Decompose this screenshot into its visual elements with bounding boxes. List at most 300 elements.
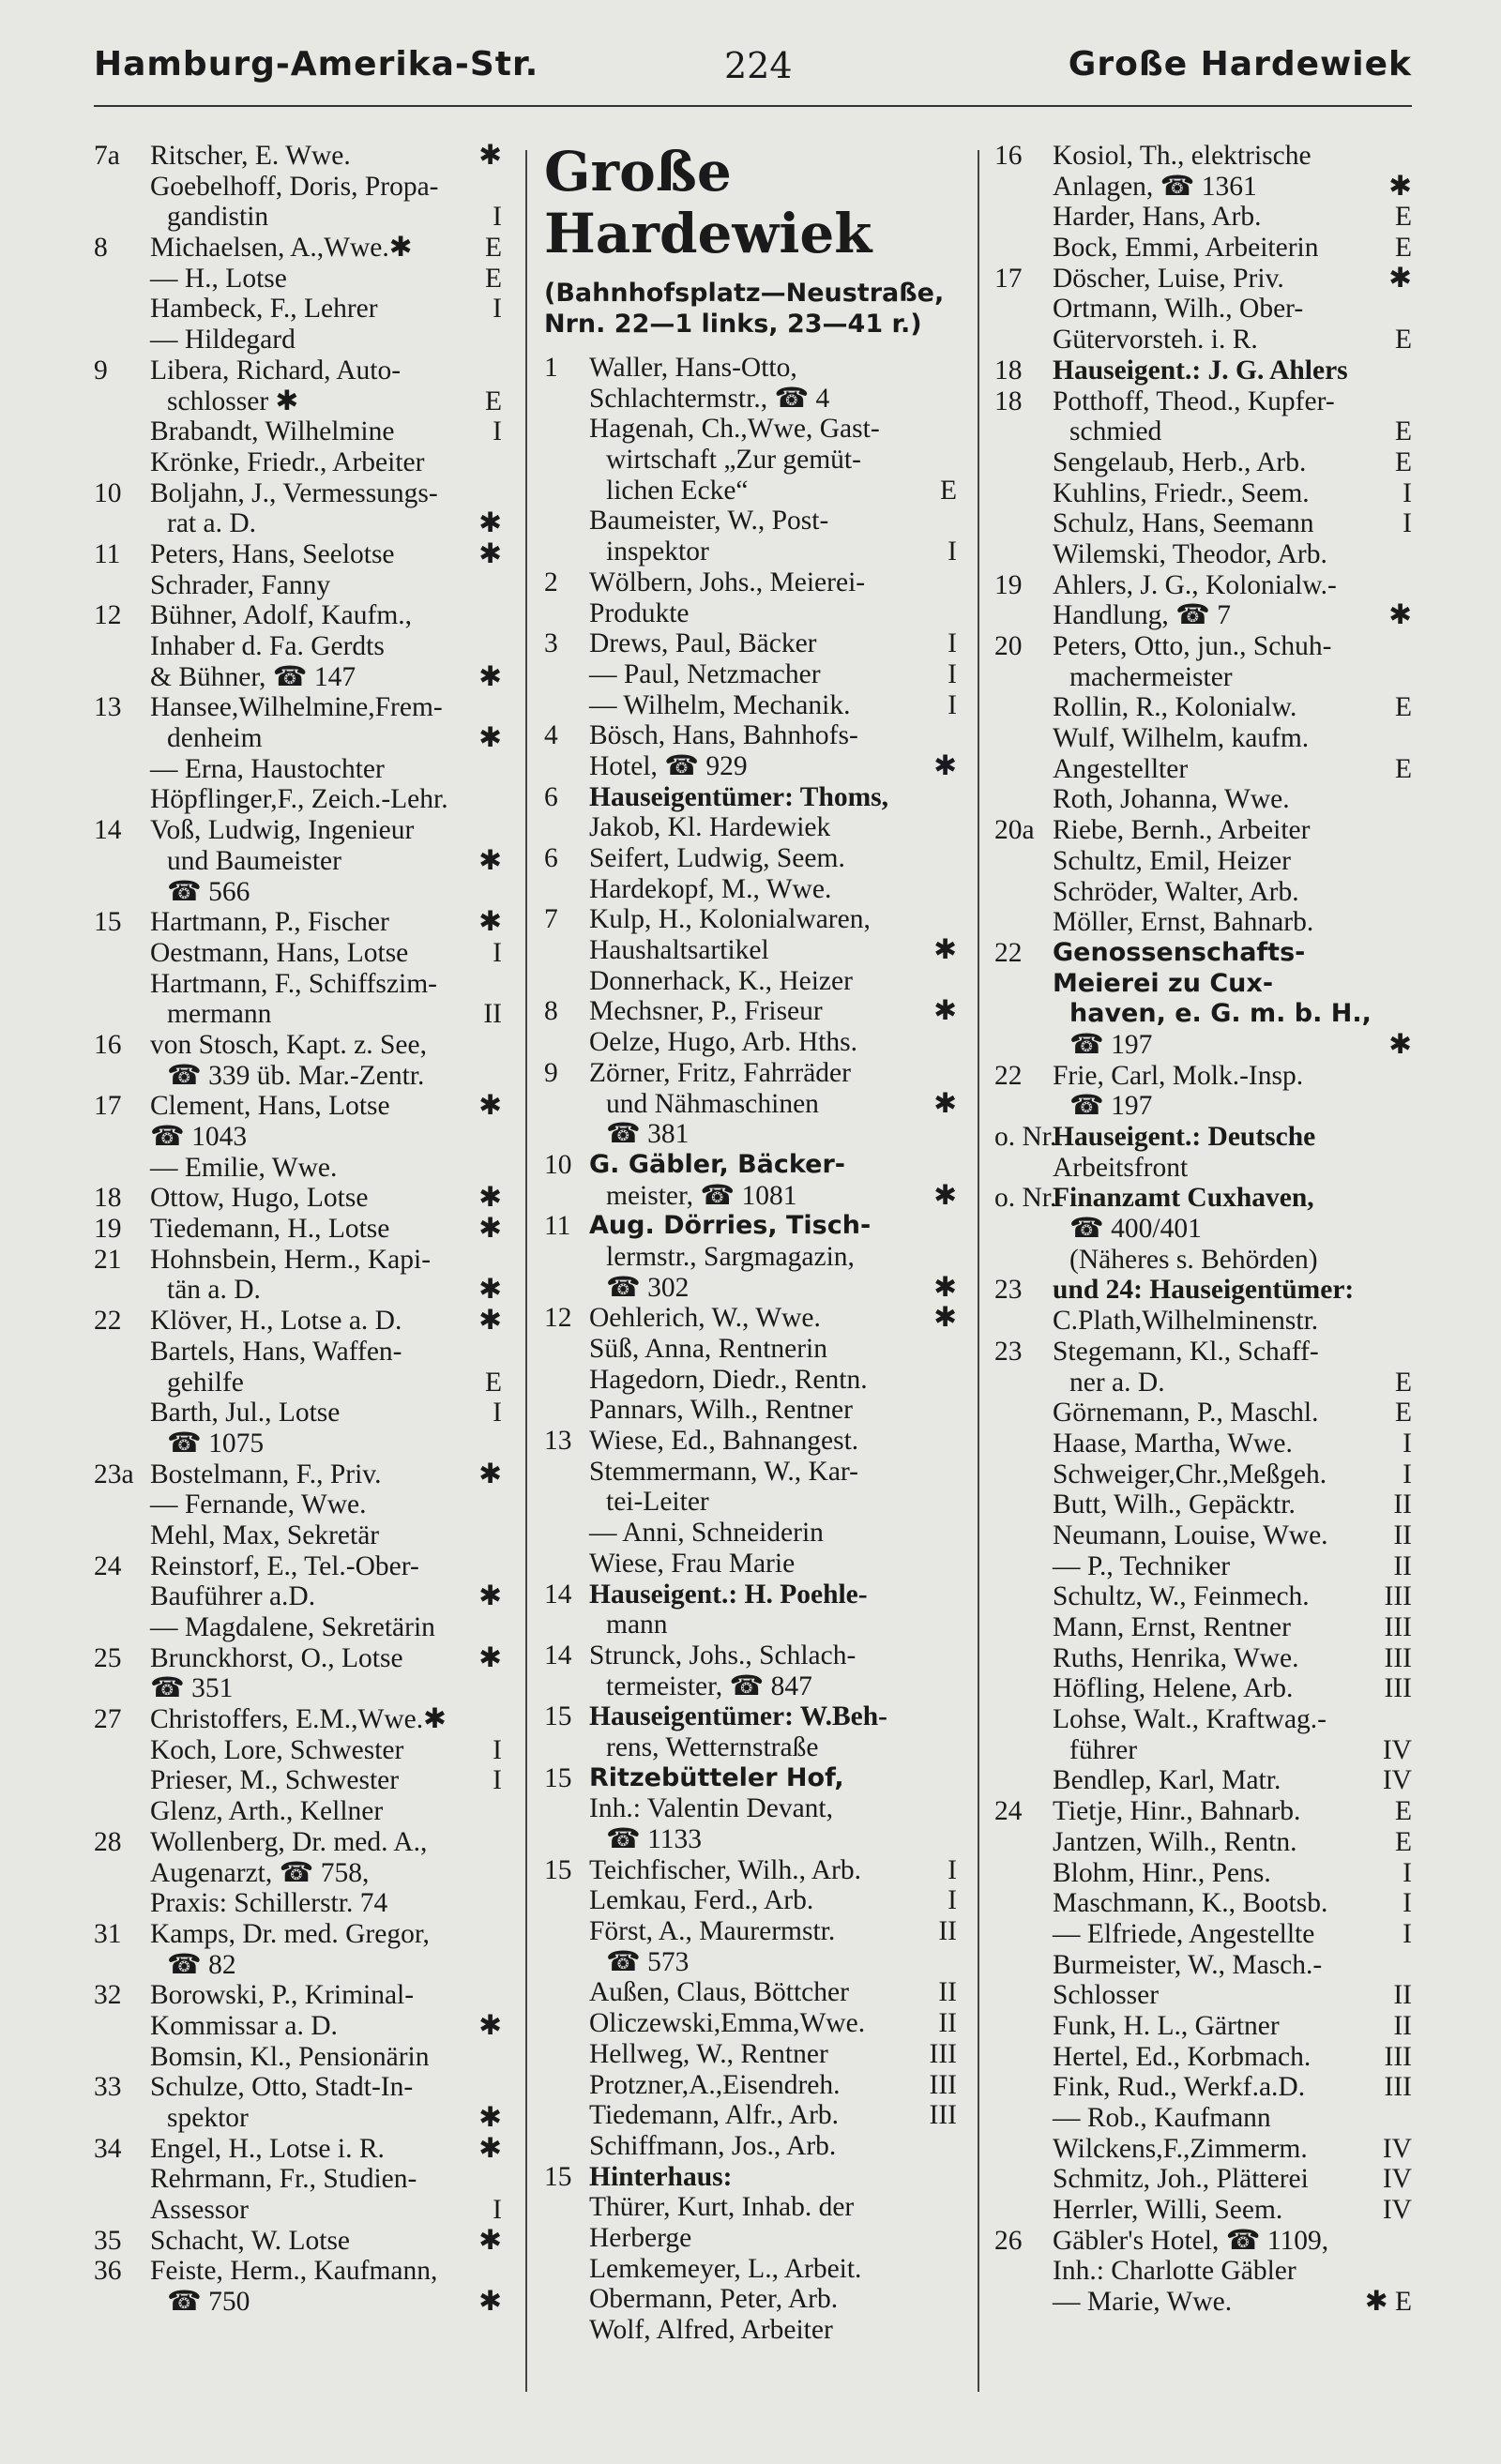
entry-line: [544, 506, 957, 537]
entry-line: [544, 1549, 957, 1580]
entry-text: haven, e. G. m. b. H.,: [1069, 999, 1372, 1029]
house-number: 28: [94, 1826, 122, 1857]
entry-text: Rehrmann, Fr., Studien-: [150, 2164, 417, 2195]
entry-text: Ortmann, Wilh., Ober-: [1053, 294, 1304, 325]
entry-text: schmied: [1069, 416, 1162, 447]
entry-text: Hansee,Wilhelmine,Frem-: [150, 692, 443, 723]
entry-text: Aug. Dörries, Tisch-: [589, 1211, 872, 1241]
house-number: 17: [94, 1091, 122, 1122]
entry-line: [94, 846, 502, 877]
house-number: 27: [94, 1704, 122, 1735]
entry-text: Fink, Rud., Werkf.a.D.: [1053, 2072, 1306, 2103]
floor-marker: E: [484, 233, 502, 264]
entry-line: [94, 815, 502, 846]
entry-text: Boljahn, J., Vermessungs-: [150, 477, 438, 508]
entry-text: Möller, Ernst, Bahnarb.: [1053, 907, 1314, 938]
column-right: [994, 141, 1412, 2318]
entry-line: [994, 1858, 1412, 1889]
entry-line: [544, 904, 957, 935]
entry-text: Schröder, Walter, Arb.: [1053, 876, 1299, 907]
floor-marker: II: [938, 1916, 957, 1947]
entry-line: [94, 325, 502, 355]
entry-line: [94, 172, 502, 203]
entry-line: [994, 1030, 1412, 1061]
entry-text: denheim: [167, 723, 263, 754]
floor-marker: ✱: [933, 1303, 957, 1334]
entry-line: [94, 1030, 502, 1061]
entry-text: ☎ 302: [606, 1272, 690, 1303]
entry-line: [994, 877, 1412, 908]
entry-line: [544, 720, 957, 751]
entry-line: [544, 2039, 957, 2070]
entry-text: Schweiger,Chr.,Meßgeh.: [1053, 1459, 1327, 1489]
header-left-street: Hamburg-Amerika-Str.: [94, 45, 539, 83]
entry-text: Libera, Richard, Auto-: [150, 355, 402, 385]
entry-line: [994, 1368, 1412, 1398]
house-number: 33: [94, 2072, 122, 2103]
floor-marker: ✱: [1388, 263, 1412, 294]
house-number: 15: [94, 907, 122, 938]
entry-text: Handlung, ☎ 7: [1053, 600, 1231, 631]
house-number: 19: [94, 1214, 122, 1245]
entry-line: [994, 631, 1412, 662]
house-number: 6: [544, 843, 558, 873]
entry-line: [544, 2008, 957, 2039]
entry-line: [94, 539, 502, 570]
entry-line: [544, 782, 957, 813]
floor-marker: ✱: [933, 935, 957, 966]
entry-line: [544, 1824, 957, 1855]
entry-text: Süß, Anna, Rentnerin: [589, 1334, 828, 1364]
entry-line: [994, 662, 1412, 693]
entry-line: [544, 1242, 957, 1273]
entry-line: [544, 1426, 957, 1457]
floor-marker: IV: [1382, 2133, 1412, 2164]
entry-line: [544, 1701, 957, 1732]
entry-text: Rollin, R., Kolonialw.: [1053, 692, 1297, 723]
entry-line: [94, 264, 502, 295]
entry-text: Oehlerich, W., Wwe.: [589, 1303, 821, 1334]
floor-marker: ✱: [478, 1275, 502, 1306]
floor-marker: II: [938, 2008, 957, 2039]
section-subtitle-line-2: Nrn. 22—1 links, 23—41 r.): [544, 310, 922, 339]
entry-text: — Elfriede, Angestellte: [1053, 1918, 1315, 1949]
entry-text: Hartmann, P., Fischer: [150, 907, 389, 938]
entry-line: [544, 659, 957, 690]
entry-line: [994, 2103, 1412, 2134]
entry-text: Hauseigent.: J. G. Ahlers: [1053, 355, 1348, 385]
entry-text: Oestmann, Hans, Lotse: [150, 937, 409, 968]
house-number: 10: [94, 477, 122, 508]
entry-line: [94, 1704, 502, 1735]
floor-marker: I: [948, 537, 957, 567]
entry-text: — Fernande, Wwe.: [150, 1489, 367, 1520]
entry-text: Stegemann, Kl., Schaff-: [1053, 1336, 1319, 1367]
floor-marker: ✱: [933, 750, 957, 781]
entry-line: [544, 690, 957, 721]
house-number: 32: [94, 1980, 122, 2011]
entry-line: [94, 2011, 502, 2042]
floor-marker: ✱: [933, 1180, 957, 1211]
entry-text: ☎ 197: [1069, 1091, 1153, 1122]
entry-line: [94, 2195, 502, 2226]
entry-text: Bühner, Adolf, Kaufm.,: [150, 600, 413, 631]
entry-line: [94, 999, 502, 1030]
entry-text: Wilckens,F.,Zimmerm.: [1053, 2133, 1308, 2164]
entry-line: [994, 1489, 1412, 1520]
entry-line: [994, 1581, 1412, 1612]
entry-line: [994, 1765, 1412, 1796]
floor-marker: I: [948, 689, 957, 720]
house-number: 13: [544, 1426, 572, 1457]
entry-text: Höfling, Helene, Arb.: [1053, 1673, 1294, 1704]
entry-text: Schlachtermstr., ☎ 4: [589, 383, 830, 414]
entry-text: Inh.: Charlotte Gäbler: [1053, 2256, 1296, 2287]
entry-line: [94, 508, 502, 539]
floor-marker: I: [493, 416, 502, 447]
entry-text: ☎ 400/401: [1069, 1214, 1202, 1245]
entry-line: [94, 1950, 502, 1981]
entry-line: [94, 2256, 502, 2287]
floor-marker: E: [1394, 692, 1412, 723]
entry-text: Schrader, Fanny: [150, 569, 331, 600]
entry-line: [994, 723, 1412, 754]
entry-line: [994, 1153, 1412, 1184]
entry-text: Inh.: Valentin Devant,: [589, 1793, 833, 1824]
entry-text: Kommissar a. D.: [150, 2010, 338, 2041]
floor-marker: I: [493, 937, 502, 968]
floor-marker: ✱: [478, 845, 502, 876]
entry-line: [994, 202, 1412, 233]
entry-text: Wiese, Ed., Bahnangest.: [589, 1426, 859, 1457]
entry-line: [994, 815, 1412, 846]
house-number: 24: [94, 1550, 122, 1581]
entry-line: [994, 754, 1412, 785]
entry-text: Blohm, Hinr., Pens.: [1053, 1857, 1271, 1888]
entry-text: Wiese, Frau Marie: [589, 1548, 796, 1579]
entry-text: Strunck, Johs., Schlach-: [589, 1640, 857, 1670]
entry-line: [544, 1487, 957, 1518]
header-right-street: Große Hardewiek: [1068, 45, 1412, 83]
floor-marker: E: [1394, 446, 1412, 477]
entry-line: [94, 969, 502, 1000]
floor-marker: I: [493, 2195, 502, 2226]
entry-line: [994, 1306, 1412, 1337]
floor-marker: I: [948, 1885, 957, 1916]
entry-line: [994, 2134, 1412, 2165]
entry-text: führer: [1069, 1734, 1138, 1765]
floor-marker: E: [1394, 1367, 1412, 1398]
entry-text: (Näheres s. Behörden): [1069, 1244, 1318, 1275]
entry-text: — Wilhelm, Mechanik.: [589, 689, 851, 720]
floor-marker: ✱: [933, 1272, 957, 1303]
entry-text: Hauseigentümer: W.Beh-: [589, 1701, 887, 1732]
floor-marker: III: [1384, 1642, 1412, 1673]
entry-text: Zörner, Fritz, Fahrräder: [589, 1057, 851, 1088]
floor-marker: I: [948, 1854, 957, 1885]
house-number: 10: [544, 1149, 572, 1180]
entry-line: [994, 264, 1412, 295]
floor-marker: I: [1402, 1888, 1412, 1919]
entry-line: [544, 812, 957, 843]
house-number: 31: [94, 1918, 122, 1949]
entry-line: [544, 1855, 957, 1886]
entry-text: Hambeck, F., Lehrer: [150, 294, 378, 325]
entry-line: [544, 353, 957, 384]
entry-line: [994, 1919, 1412, 1950]
entry-line: [994, 600, 1412, 631]
entry-text: ner a. D.: [1069, 1367, 1165, 1398]
entry-line: [544, 1610, 957, 1640]
house-number: 18: [994, 385, 1023, 416]
entry-text: — H., Lotse: [150, 263, 287, 294]
entry-line: [94, 784, 502, 815]
house-number: 24: [994, 1796, 1023, 1827]
entry-line: [94, 1673, 502, 1704]
floor-marker: ✱: [478, 1091, 502, 1122]
entry-line: [94, 386, 502, 417]
entry-text: meister, ☎ 1081: [606, 1180, 797, 1211]
entry-text: gandistin: [167, 202, 269, 233]
entry-line: [544, 1027, 957, 1058]
house-number: 12: [94, 600, 122, 631]
entry-text: Lohse, Walt., Kraftwag.-: [1053, 1704, 1327, 1735]
entry-text: Feiste, Herm., Kaufmann,: [150, 2256, 438, 2287]
entry-line: [94, 1888, 502, 1919]
entry-text: Stemmermann, W., Kar-: [589, 1456, 858, 1487]
floor-marker: E: [1394, 1796, 1412, 1827]
entry-line: [94, 2103, 502, 2134]
entry-line: [994, 1704, 1412, 1735]
floor-marker: I: [1402, 1857, 1412, 1888]
entry-line: [994, 478, 1412, 509]
entry-text: Assessor: [150, 2195, 249, 2226]
entry-line: [994, 1551, 1412, 1582]
entry-line: [544, 843, 957, 874]
entry-text: Ruths, Henrika, Wwe.: [1053, 1642, 1299, 1673]
house-number: 23: [994, 1336, 1023, 1367]
entry-text: Hagedorn, Diedr., Rentn.: [589, 1364, 868, 1395]
floor-marker: II: [1393, 1980, 1412, 2011]
entry-text: Baumeister, W., Post-: [589, 506, 829, 537]
entry-line: [544, 1303, 957, 1334]
entry-text: Hartmann, F., Schiffszim-: [150, 968, 437, 999]
entry-line: [544, 1181, 957, 1212]
entry-line: [94, 754, 502, 785]
floor-marker: IV: [1382, 1765, 1412, 1796]
floor-marker: ✱ E: [1364, 2287, 1412, 2318]
entry-text: Döscher, Luise, Priv.: [1053, 263, 1284, 294]
entry-line: [94, 1091, 502, 1122]
floor-marker: III: [929, 2038, 957, 2069]
house-number: 9: [94, 355, 108, 385]
floor-marker: ✱: [478, 907, 502, 938]
entry-line: [994, 386, 1412, 417]
house-number: 8: [94, 233, 108, 264]
entry-text: und Nähmaschinen: [606, 1088, 819, 1119]
house-number: 20a: [994, 815, 1035, 846]
floor-marker: I: [493, 1765, 502, 1796]
floor-marker: E: [939, 475, 957, 506]
entry-line: [544, 1885, 957, 1916]
entry-line: [544, 1273, 957, 1304]
entry-text: ☎ 1075: [167, 1428, 265, 1459]
entry-line: [544, 414, 957, 445]
entry-text: Mechsner, P., Friseur: [589, 996, 823, 1027]
entry-line: [94, 1061, 502, 1092]
house-number: 18: [94, 1183, 122, 1214]
entry-line: [544, 1916, 957, 1947]
house-number: 23a: [94, 1459, 134, 1489]
entry-text: Hardekopf, M., Wwe.: [589, 873, 832, 904]
entry-text: Hagenah, Ch.,Wwe, Gast-: [589, 414, 880, 445]
floor-marker: III: [1384, 1581, 1412, 1612]
entry-text: Gütervorsteh. i. R.: [1053, 325, 1258, 355]
entry-text: Hertel, Ed., Korbmach.: [1053, 2041, 1311, 2072]
entry-text: Wollenberg, Dr. med. A.,: [150, 1826, 428, 1857]
entry-text: Frie, Carl, Molk.-Insp.: [1053, 1060, 1304, 1091]
entry-line: [544, 537, 957, 567]
entry-text: und Baumeister: [167, 845, 341, 876]
entry-text: Schultz, Emil, Heizer: [1053, 845, 1291, 876]
entry-text: — P., Techniker: [1053, 1550, 1231, 1581]
entry-text: Bostelmann, F., Priv.: [150, 1459, 382, 1489]
floor-marker: E: [1394, 1398, 1412, 1429]
entry-text: Michaelsen, A.,Wwe.✱: [150, 233, 413, 264]
entry-text: Lemkemeyer, L., Arbeit.: [589, 2253, 862, 2284]
entry-text: Kosiol, Th., elektrische: [1053, 141, 1311, 171]
entry-line: [994, 2195, 1412, 2226]
entry-line: [544, 1119, 957, 1150]
entry-line: [544, 2070, 957, 2101]
entry-text: ☎ 573: [606, 1946, 690, 1977]
entry-line: [994, 2287, 1412, 2318]
entry-text: — Magdalene, Sekretärin: [150, 1612, 435, 1642]
entry-text: Angestellter: [1053, 753, 1189, 784]
entry-line: [94, 1122, 502, 1153]
floor-marker: II: [483, 999, 502, 1030]
entry-line: [94, 1643, 502, 1674]
floor-marker: I: [948, 628, 957, 659]
entry-line: [94, 233, 502, 264]
entry-text: ☎ 566: [167, 876, 250, 907]
entry-text: ☎ 381: [606, 1119, 690, 1150]
entry-line: [94, 938, 502, 969]
entry-text: schlosser ✱: [167, 385, 299, 416]
floor-marker: I: [1402, 1918, 1412, 1949]
house-number: 19: [994, 569, 1023, 600]
house-number: 11: [94, 538, 121, 569]
entry-text: Voß, Ludwig, Ingenieur: [150, 815, 415, 846]
entry-line: [994, 1643, 1412, 1674]
entry-text: Peters, Hans, Seelotse: [150, 538, 395, 569]
entry-line: [94, 1980, 502, 2011]
entry-text: Lemkau, Ferd., Arb.: [589, 1885, 814, 1916]
entry-line: [994, 784, 1412, 815]
entry-line: [994, 233, 1412, 264]
column-middle: [544, 141, 957, 2346]
entry-text: Schiffmann, Jos., Arb.: [589, 2130, 837, 2161]
entry-text: Maschmann, K., Bootsb.: [1053, 1888, 1328, 1919]
entry-text: Hauseigent.: H. Poehle-: [589, 1579, 868, 1610]
house-number: 20: [994, 631, 1023, 661]
floor-marker: I: [1402, 508, 1412, 539]
floor-marker: E: [1394, 416, 1412, 447]
entry-text: Schulz, Hans, Seemann: [1053, 508, 1314, 539]
entry-text: Oelze, Hugo, Arb. Hths.: [589, 1027, 857, 1058]
entry-line: [544, 1058, 957, 1089]
entry-text: Tietje, Hinr., Bahnarb.: [1053, 1796, 1301, 1827]
entry-line: [994, 141, 1412, 172]
entry-text: Ahlers, J. G., Kolonialw.-: [1053, 569, 1337, 600]
entry-text: Augenarzt, ☎ 758,: [150, 1857, 370, 1888]
entry-text: spektor: [167, 2103, 249, 2133]
entry-line: [994, 999, 1412, 1030]
entry-text: Schultz, W., Feinmech.: [1053, 1581, 1310, 1612]
entry-text: tei-Leiter: [606, 1487, 709, 1518]
section-subtitle-line-1: (Bahnhofsplatz—Neustraße,: [544, 279, 945, 308]
entry-text: — Erna, Haustochter: [150, 753, 385, 784]
floor-marker: E: [1394, 1826, 1412, 1857]
entry-line: [994, 1061, 1412, 1092]
entry-line: [994, 2042, 1412, 2073]
entry-line: [94, 1489, 502, 1520]
entry-text: & Bühner, ☎ 147: [150, 661, 356, 692]
entry-text: mermann: [167, 999, 272, 1030]
entry-line: [544, 874, 957, 905]
entry-text: Barth, Jul., Lotse: [150, 1398, 341, 1429]
entry-text: — Marie, Wwe.: [1053, 2287, 1233, 2318]
entry-line: [994, 1122, 1412, 1153]
entry-line: [994, 1612, 1412, 1643]
floor-marker: E: [484, 263, 502, 294]
entry-line: [94, 1275, 502, 1306]
entry-line: [994, 1950, 1412, 1981]
entry-text: Hotel, ☎ 929: [589, 750, 748, 781]
entry-line: [544, 2100, 957, 2131]
entry-line: [544, 1518, 957, 1549]
entry-text: Burmeister, W., Masch.-: [1053, 1949, 1323, 1980]
entry-line: [994, 570, 1412, 601]
floor-marker: E: [1394, 325, 1412, 355]
floor-marker: E: [484, 385, 502, 416]
entry-line: [94, 2042, 502, 2073]
entry-text: gehilfe: [167, 1367, 244, 1398]
entry-line: [94, 202, 502, 233]
entry-text: Bösch, Hans, Bahnhofs-: [589, 720, 858, 751]
entry-line: [94, 1612, 502, 1643]
house-number: 15: [544, 2161, 572, 2192]
entry-line: [994, 508, 1412, 539]
entry-text: inspektor: [606, 537, 709, 567]
house-number: 23: [994, 1275, 1023, 1306]
entry-line: [94, 1796, 502, 1827]
house-number: 1: [544, 353, 558, 383]
house-number: 22: [994, 937, 1023, 968]
entry-text: Klöver, H., Lotse a. D.: [150, 1306, 402, 1337]
entry-text: Schlosser: [1053, 1980, 1160, 2011]
entry-text: Peters, Otto, jun., Schuh-: [1053, 631, 1332, 661]
entry-line: [94, 1919, 502, 1950]
house-number: 2: [544, 567, 558, 597]
entry-line: [94, 1520, 502, 1551]
entry-line: [94, 1245, 502, 1276]
entry-text: Tiedemann, Alfr., Arb.: [589, 2100, 840, 2131]
entry-line: [994, 1091, 1412, 1122]
entry-line: [544, 1732, 957, 1763]
floor-marker: ✱: [478, 141, 502, 171]
entry-line: [994, 1520, 1412, 1551]
